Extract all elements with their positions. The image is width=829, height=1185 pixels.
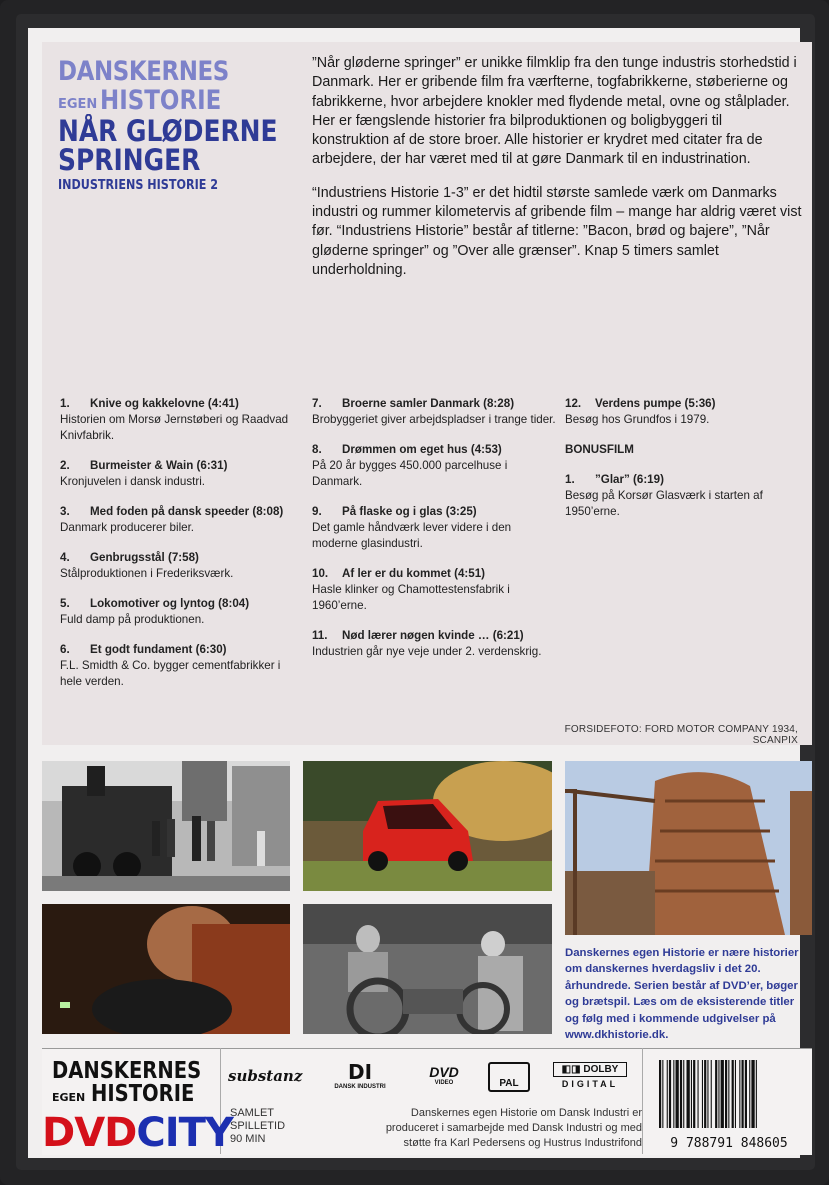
photo-credit: FORSIDEFOTO: FORD MOTOR COMPANY 1934, SCANPIX [564,724,798,746]
episode-description: Kronjuvelen i dansk industri. [60,475,206,488]
episode-number: 6. [60,643,70,656]
episode-item [312,628,557,660]
episode-title: På flaske og i glas (3:25) [342,505,477,518]
episode-title: Knive og kakkelovne (4:41) [90,397,239,410]
episode-item [60,550,305,582]
episode-item [312,396,557,428]
intro-text [312,54,802,294]
dansk-industri-logo: DI DANSK INDUSTRI [334,1060,386,1090]
episode-number: 11. [312,629,328,642]
episode-description: Brobyggeriet giver arbejdspladser i trange tider. [312,413,556,426]
episode-title: Broerne samler Danmark (8:28) [342,397,515,410]
episode-item [60,642,305,690]
episode-title: Drømmen om eget hus (4:53) [342,443,502,456]
intro-paragraph: “Industriens Historie 1-3” er det hidtil største samlede værk om Danmarks industri og rummer kilometervis af gribende film – mange har aldrig været vist før. “Industriens Historie” består af titlerne: ”Bacon, brød og bajere”, ”Når gløderne springer” og ”Over alle grænser”. Knap 5 timers samlet underholdning. [312,184,802,278]
bonus-heading: BONUSFILM [565,443,634,456]
episode-number: 3. [60,505,70,518]
episode-description: Industrien går nye veje under 2. verdenskrig. [312,645,542,658]
episode-item [60,596,305,628]
episode-number: 8. [312,443,322,456]
barcode [655,1058,803,1151]
episode-item [312,442,557,490]
photo-factory-workers [303,904,552,1034]
episode-item [565,396,810,428]
episode-item [60,396,305,444]
episode-column-3 [565,396,810,534]
episode-number: 10. [312,567,329,580]
footer-series-logo: DANSKERNES EGEN HISTORIE [52,1058,202,1107]
production-info: Danskernes egen Historie om Dansk Industri er produceret i samarbejde med Dansk Industri og med støtte fra Karl Pedersens og Hustrus Industrifond [385,1107,642,1149]
episode-title: Lokomotiver og lyntog (8:04) [90,597,250,610]
barcode-bars [655,1058,803,1130]
episode-number: 12. [565,397,582,410]
photo-locomotive [42,761,290,891]
episode-title: ”Glar” (6:19) [595,473,664,486]
episode-number: 4. [60,551,70,564]
episode-description: På 20 år bygges 450.000 parcelhuse i Danmark. [312,459,508,488]
episode-description: Hasle klinker og Chamottestensfabrik i 1960’erne. [312,583,510,612]
series-logo: DANSKERNES EGEN HISTORIE [58,56,229,116]
episode-description: Fuld damp på produktionen. [60,613,205,626]
barcode-number: 9 788791 848605 [670,1136,788,1151]
episode-description: Stålproduktionen i Frederiksværk. [60,567,234,580]
episode-title: Genbrugsstål (7:58) [90,551,199,564]
episode-number: 5. [60,597,70,610]
episode-title: Med foden på dansk speeder (8:08) [90,505,284,518]
episode-title: Et godt fundament (6:30) [90,643,227,656]
intro-paragraph: ”Når gløderne springer” er unikke filmklip fra den tunge industris storhedstid i Danmark. Her er gribende film fra værfterne, togfabrikkerne, støberierne og fabrikkerne, hvor arbejdere knokler med flydende metal, ovne og stålplader. Her er fængslende historier fra bilproduktionen og boligbyggeri til konstruktion af de store broer. Alle historier er krydret med citater fra de arbejdere, der har været med til at gøre Danmark til en industrination. [312,55,797,168]
runtime: SAMLET SPILLETID 90 MIN [230,1107,286,1145]
episode-description: Besøg på Korsør Glasværk i starten af 1950’erne. [565,489,763,518]
bonus-item [565,472,810,520]
substanz-logo: substanz [228,1067,303,1085]
episode-number: 1. [60,397,70,410]
photo-worker [42,904,290,1034]
episode-description: Danmark producerer biler. [60,521,195,534]
photo-shipyard [565,761,812,935]
episode-description: F.L. Smidth & Co. bygger cementfabrikker i hele verden. [60,659,281,688]
episode-number: 2. [60,459,70,472]
episode-number: 9. [312,505,322,518]
dvdcity-watermark: DVDCITY [42,1110,233,1156]
episode-number: 7. [312,397,322,410]
pal-logo: PAL [488,1062,530,1092]
episode-description: Historien om Morsø Jernstøberi og Raadvad Knivfabrik. [60,413,289,442]
episode-title: Verdens pumpe (5:36) [595,397,716,410]
episode-item [312,566,557,614]
episode-title: Af ler er du kommet (4:51) [342,567,486,580]
episode-title: Nød lærer nøgen kvinde … (6:21) [342,629,524,642]
episode-description: Det gamle håndværk lever videre i den moderne glasindustri. [312,521,512,550]
film-title: NÅR GLØDERNE SPRINGER [58,114,278,177]
episode-title: Burmeister & Wain (6:31) [90,459,228,472]
episode-item [60,504,305,536]
episode-number: 1. [565,473,575,486]
episode-item [312,504,557,552]
photo-red-car [303,761,552,891]
series-promo-text: Danskernes egen Historie er nære historier om danskernes hverdagsliv i det 20. århundrede. Serien består af DVD’er, bøger og brætspil. Læs om de eksisterende titler og følg med i kommende udgivelser på www.dkhistorie.dk. [565,947,799,1042]
film-subtitle: INDUSTRIENS HISTORIE 2 [58,178,219,193]
episode-item [60,458,305,490]
dolby-digital-logo: ◧◨ DOLBY DIGITAL [553,1062,627,1089]
episode-description: Besøg hos Grundfos i 1979. [565,413,710,426]
episode-column-1 [60,396,305,704]
dolby-double-d-icon: ◧◨ [561,1064,581,1075]
divider [642,1048,643,1154]
episode-column-2 [312,396,557,674]
dvd-video-logo: DVD VIDEO [429,1064,459,1086]
